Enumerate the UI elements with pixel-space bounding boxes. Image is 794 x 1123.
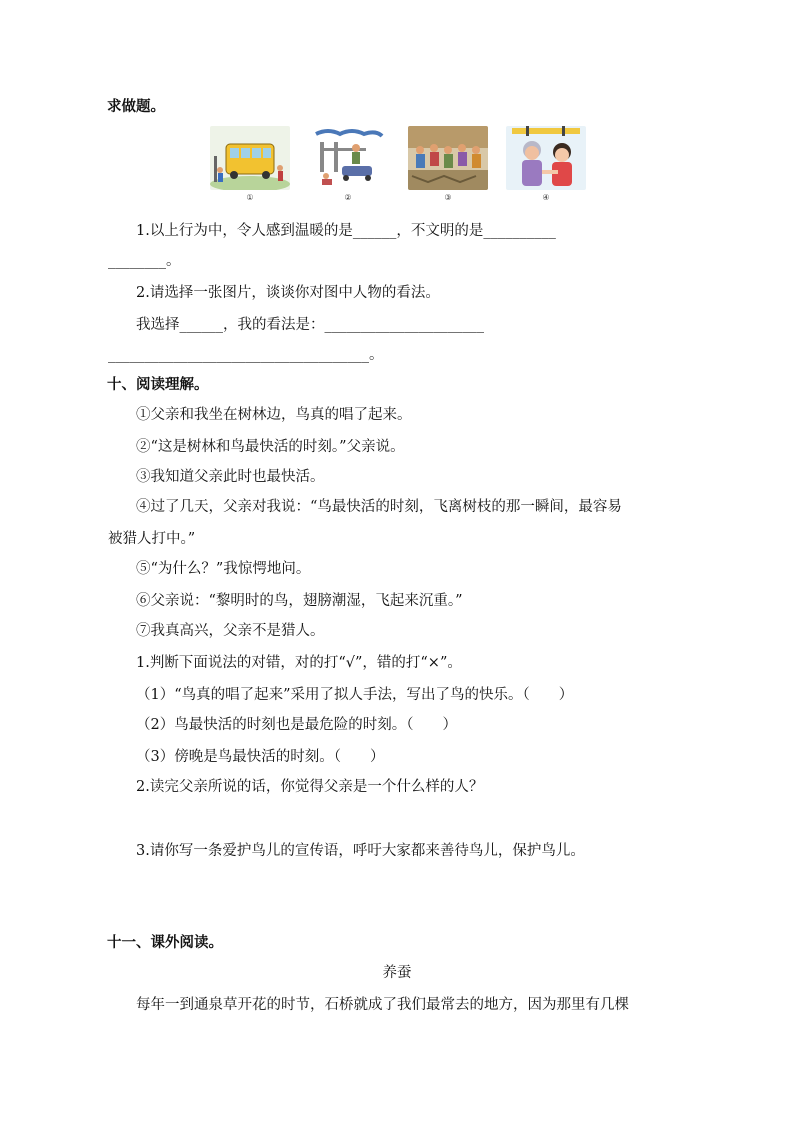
section-9-question-1-continued: ________。 bbox=[108, 253, 181, 269]
passage-line-7: ⑦我真高兴，父亲不是猎人。 bbox=[136, 623, 325, 639]
picture-strip bbox=[210, 126, 585, 206]
section-9-question-2: 2.请选择一张图片，谈谈你对图中人物的看法。 bbox=[136, 285, 440, 301]
section-9-answer-line-2: ____________________________________。 bbox=[108, 347, 384, 363]
bus-stop-scene-icon bbox=[210, 126, 290, 190]
judgement-item-3: （3）傍晚是鸟最快活的时刻。（ ） bbox=[136, 749, 385, 765]
picture-2-label: ② bbox=[344, 193, 352, 202]
passage-line-6: ⑥父亲说：“黎明时的鸟，翅膀潮湿，飞起来沉重。” bbox=[136, 593, 463, 609]
judgement-item-1: （1）“鸟真的唱了起来”采用了拟人手法，写出了鸟的快乐。（ ） bbox=[136, 687, 574, 703]
passage-line-4: ④过了几天，父亲对我说：“鸟最快活的时刻，飞离树枝的那一瞬间，最容易 bbox=[136, 499, 622, 515]
queue-crowd-scene-icon bbox=[408, 126, 488, 190]
section-9-answer-line-1: 我选择______，我的看法是：______________________ bbox=[136, 317, 484, 333]
passage-line-4-continued: 被猎人打中。” bbox=[108, 531, 196, 547]
crossing-scene-icon bbox=[308, 126, 388, 190]
article-line-1: 每年一到通泉草开花的时节，石桥就成了我们最常去的地方，因为那里有几棵 bbox=[136, 997, 629, 1013]
section-11-header: 十一、课外阅读。 bbox=[107, 935, 223, 951]
girl-helping-grandma-scene-icon bbox=[506, 126, 586, 190]
section-10-header: 十、阅读理解。 bbox=[107, 377, 209, 393]
picture-3-label: ③ bbox=[444, 193, 452, 202]
section-10-question-1: 1.判断下面说法的对错，对的打“√”，错的打“×”。 bbox=[136, 655, 462, 671]
passage-line-1: ①父亲和我坐在树林边，鸟真的唱了起来。 bbox=[136, 407, 412, 423]
passage-line-3: ③我知道父亲此时也最快活。 bbox=[136, 469, 325, 485]
picture-1-label: ① bbox=[246, 193, 254, 202]
section-9-header: 求做题。 bbox=[107, 99, 165, 115]
section-10-question-2: 2.读完父亲所说的话，你觉得父亲是一个什么样的人？ bbox=[136, 779, 484, 795]
passage-line-2: ②“这是树林和鸟最快活的时刻。”父亲说。 bbox=[136, 439, 405, 455]
section-10-question-3: 3.请你写一条爱护鸟儿的宣传语，呼吁大家都来善待鸟儿，保护鸟儿。 bbox=[136, 843, 585, 859]
picture-4-label: ④ bbox=[542, 193, 550, 202]
passage-line-5: ⑤“为什么？”我惊愕地问。 bbox=[136, 561, 311, 577]
section-9-question-1: 1.以上行为中，令人感到温暖的是______，不文明的是__________ bbox=[136, 223, 556, 239]
article-title: 养蚕 bbox=[382, 965, 412, 981]
judgement-item-2: （2）鸟最快活的时刻也是最危险的时刻。（ ） bbox=[136, 717, 457, 733]
